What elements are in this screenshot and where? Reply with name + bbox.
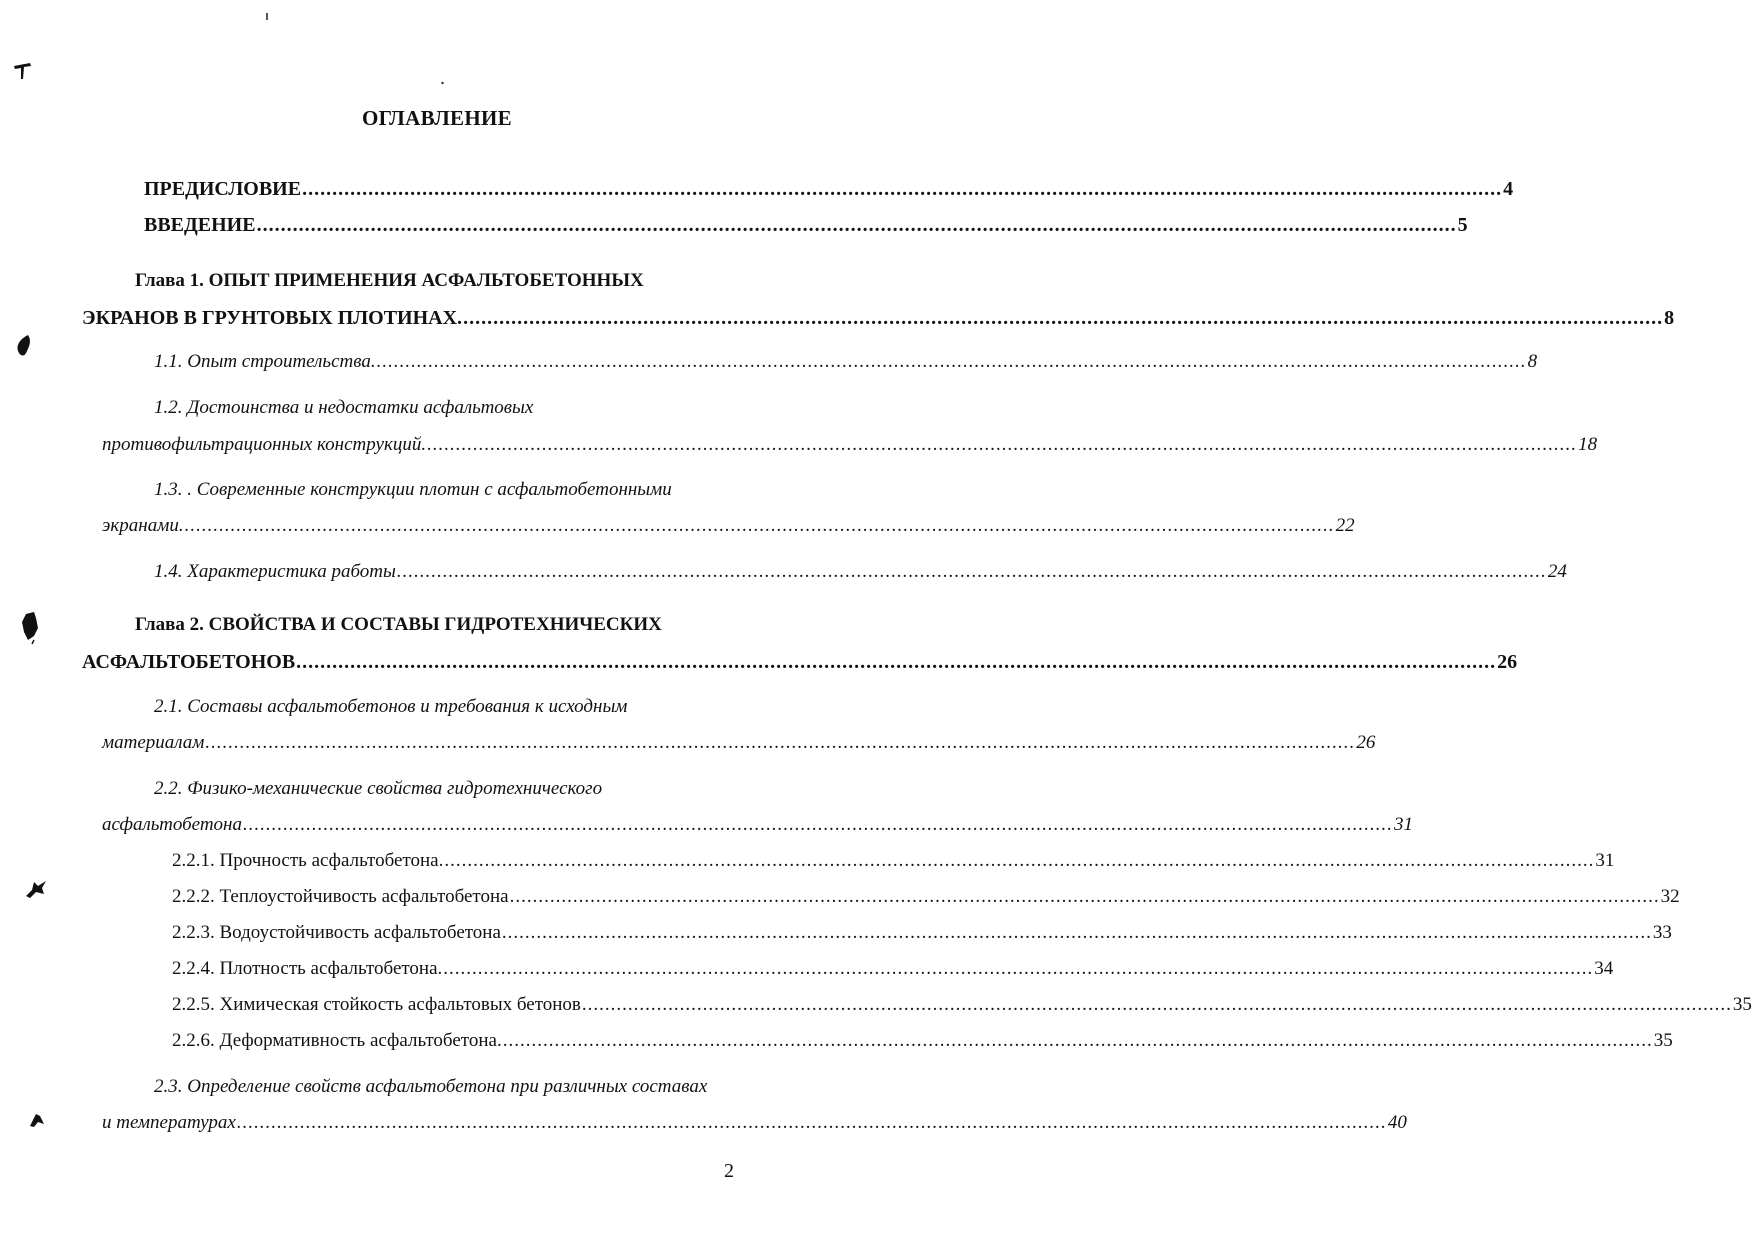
- toc-entry-text: АСФАЛЬТОБЕТОНОВ: [82, 651, 296, 673]
- ink-blot-mark: [26, 1110, 48, 1130]
- toc-leader-dots: ........................................................................................................................................................................................................: [581, 994, 1732, 1015]
- ink-blot-mark: [12, 60, 34, 82]
- toc-leader-dots: ........................................................................................................................................................................................................: [463, 307, 1664, 329]
- toc-chapter-2-heading: Глава 2. СВОЙСТВА И СОСТАВЫ ГИДРОТЕХНИЧЕСКИХ: [135, 614, 662, 635]
- toc-leader-dots: ........................................................................................................................................................................................................: [444, 850, 1595, 871]
- toc-page-number: 40: [1387, 1112, 1407, 1133]
- toc-entry-text: ЭКРАНОВ В ГРУНТОВЫХ ПЛОТИНАХ.: [82, 307, 463, 329]
- toc-entry-text: 2.2.5. Химическая стойкость асфальтовых бетонов: [172, 994, 581, 1015]
- toc-leader-dots: ........................................................................................................................................................................................................: [443, 958, 1594, 979]
- toc-entry-2-3: [102, 1111, 1407, 1135]
- ink-blot-mark: [20, 610, 42, 646]
- toc-entry-text: материалам: [102, 732, 205, 753]
- toc-page-number: 22: [1335, 515, 1355, 536]
- toc-entry-2-2-6: [172, 1029, 1673, 1053]
- toc-leader-dots: ........................................................................................................................................................................................................: [236, 1112, 1387, 1133]
- toc-entry-preface: [144, 177, 1514, 201]
- toc-leader-dots: ........................................................................................................................................................................................................: [509, 886, 1660, 907]
- toc-entry-2-2: [102, 813, 1413, 837]
- toc-entry-text: 2.2.3. Водоустойчивость асфальтобетона: [172, 922, 501, 943]
- toc-page-number: 34: [1594, 958, 1614, 979]
- toc-page-number: 32: [1660, 886, 1680, 907]
- toc-entry-2-1-heading: 2.1. Составы асфальтобетонов и требования к исходным: [154, 696, 628, 717]
- toc-entry-2-2-2: [172, 885, 1680, 909]
- toc-entry-text: 2.2.4. Плотность асфальтобетона.: [172, 958, 443, 979]
- toc-entry-1-3-heading: 1.3. . Современные конструкции плотин с асфальтобетонными: [154, 479, 672, 500]
- toc-entry-text: 2.2.1. Прочность асфальтобетона.: [172, 850, 444, 871]
- toc-leader-dots: ........................................................................................................................................................................................................: [243, 814, 1393, 835]
- page-number: 2: [724, 1160, 734, 1182]
- ink-blot-mark: [14, 333, 34, 359]
- toc-entry-2-2-5: [172, 993, 1752, 1017]
- toc-page-number: 5: [1457, 214, 1468, 236]
- toc-leader-dots: ........................................................................................................................................................................................................: [302, 178, 1503, 200]
- toc-chapter-1-heading: Глава 1. ОПЫТ ПРИМЕНЕНИЯ АСФАЛЬТОБЕТОННЫХ: [135, 270, 644, 291]
- ink-speck: [264, 12, 270, 22]
- toc-entry-text: экранами.: [102, 515, 184, 536]
- toc-entry-text: 1.1. Опыт строительства.: [154, 351, 376, 372]
- toc-leader-dots: ........................................................................................................................................................................................................: [502, 1030, 1653, 1051]
- toc-entry-chapter-1: [82, 306, 1675, 330]
- toc-page-number: 4: [1503, 178, 1514, 200]
- toc-page-number: 33: [1652, 922, 1672, 943]
- toc-page-number: 18: [1578, 434, 1598, 455]
- toc-entry-2-1: [102, 731, 1376, 755]
- toc-page-number: 8: [1527, 351, 1538, 372]
- toc-entry-text: и температурах: [102, 1112, 236, 1133]
- toc-leader-dots: ........................................................................................................................................................................................................: [396, 561, 1547, 582]
- toc-entry-text: 2.2.6. Деформативность асфальтобетона.: [172, 1030, 502, 1051]
- toc-entry-text: ПРЕДИСЛОВИЕ: [144, 178, 302, 200]
- toc-page-number: 35: [1653, 1030, 1673, 1051]
- toc-entry-1-3: [102, 514, 1355, 538]
- toc-page-number: 31: [1595, 850, 1615, 871]
- toc-leader-dots: ........................................................................................................................................................................................................: [296, 651, 1497, 673]
- toc-entry-2-3-heading: 2.3. Определение свойств асфальтобетона при различных составах: [154, 1076, 708, 1097]
- toc-entry-text: асфальтобетона: [102, 814, 242, 835]
- toc-entry-2-2-heading: 2.2. Физико-механические свойства гидротехнического: [154, 778, 603, 799]
- page-title: ОГЛАВЛЕНИЕ: [362, 106, 512, 130]
- toc-page-number: 24: [1547, 561, 1567, 582]
- toc-leader-dots: ........................................................................................................................................................................................................: [501, 922, 1652, 943]
- toc-page-number: 31: [1394, 814, 1413, 835]
- toc-entry-2-2-1: [172, 849, 1615, 873]
- toc-leader-dots: ........................................................................................................................................................................................................: [427, 434, 1578, 455]
- toc-entry-chapter-2: [82, 650, 1518, 674]
- toc-entry-1-2: [102, 433, 1598, 457]
- toc-entry-1-4: [154, 560, 1567, 584]
- toc-leader-dots: ........................................................................................................................................................................................................: [184, 515, 1335, 536]
- toc-page-number: 26: [1497, 651, 1518, 673]
- toc-entry-text: противофильтрационных конструкций.: [102, 434, 427, 455]
- toc-entry-text: ВВЕДЕНИЕ: [144, 214, 256, 236]
- toc-entry-1-2-heading: 1.2. Достоинства и недостатки асфальтовых: [154, 397, 534, 418]
- toc-page-number: 35: [1732, 994, 1752, 1015]
- toc-leader-dots: ........................................................................................................................................................................................................: [205, 732, 1356, 753]
- toc-entry-2-2-4: [172, 957, 1614, 981]
- toc-entry-text: 1.4. Характеристика работы: [154, 561, 396, 582]
- toc-entry-2-2-3: [172, 921, 1672, 945]
- toc-page-number: 8: [1664, 307, 1675, 329]
- toc-page-number: 26: [1356, 732, 1376, 753]
- toc-entry-1-1: [154, 350, 1538, 374]
- toc-leader-dots: ........................................................................................................................................................................................................: [256, 214, 1457, 236]
- toc-leader-dots: ........................................................................................................................................................................................................: [376, 351, 1527, 372]
- toc-entry-introduction: [144, 213, 1468, 237]
- ink-blot-mark: [24, 878, 50, 900]
- toc-entry-text: 2.2.2. Теплоустойчивость асфальтобетона: [172, 886, 509, 907]
- ink-speck: [440, 80, 445, 86]
